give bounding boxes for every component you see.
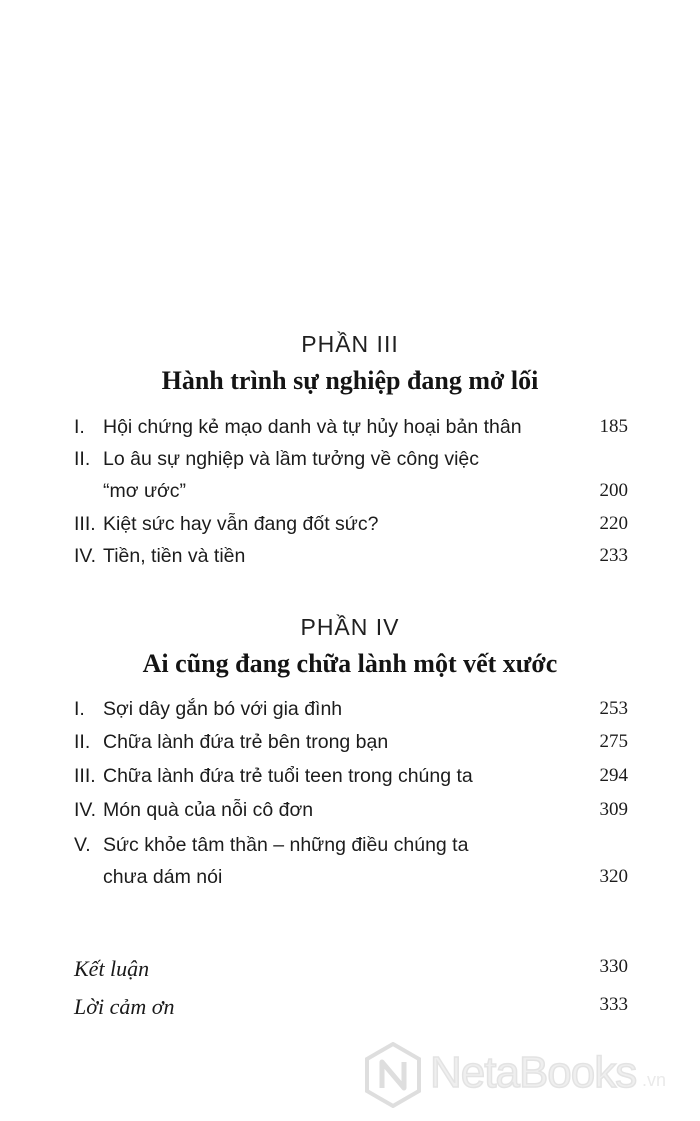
entry-number: II.: [74, 448, 91, 470]
netabooks-watermark: [364, 1040, 684, 1112]
entry-page: 309: [599, 799, 628, 820]
entry-number: III.: [74, 765, 96, 787]
entry-title-continued: “mơ ước”: [103, 480, 187, 502]
back-matter-title: Lời cảm ơn: [74, 994, 175, 1019]
part-3-title: Hành trình sự nghiệp đang mở lối: [161, 366, 539, 395]
entry-number: III.: [74, 513, 96, 535]
entry-page: 253: [599, 698, 628, 719]
entry-title: Tiền, tiền và tiền: [103, 545, 246, 567]
entry-title: Sợi dây gắn bó với gia đình: [103, 698, 343, 720]
toc-entry: [74, 698, 628, 728]
part-3-label: PHẦN III: [301, 331, 399, 357]
entry-title: Chữa lành đứa trẻ tuổi teen trong chúng ta: [103, 765, 473, 787]
entry-number: I.: [74, 416, 85, 438]
entry-title: Sức khỏe tâm thần – những điều chúng ta: [103, 834, 469, 856]
toc-entry: [74, 731, 628, 761]
entry-page: 320: [599, 866, 628, 887]
entry-title: Món quà của nỗi cô đơn: [103, 799, 314, 821]
entry-page: 220: [599, 513, 628, 534]
entry-title: Hội chứng kẻ mạo danh và tự hủy hoại bản thân: [103, 416, 522, 438]
entry-page: 294: [599, 765, 628, 786]
toc-entry: [74, 513, 628, 543]
entry-number: V.: [74, 834, 91, 856]
entry-title: Kiệt sức hay vẫn đang đốt sức?: [103, 513, 379, 535]
entry-title-continued: chưa dám nói: [103, 866, 223, 888]
toc-entry: [74, 416, 628, 446]
back-matter-page: 333: [599, 994, 628, 1015]
entry-number: I.: [74, 698, 85, 720]
watermark-text: NetaBooks: [430, 1048, 637, 1097]
part-4-title: Ai cũng đang chữa lành một vết xước: [142, 649, 558, 678]
entry-title: Lo âu sự nghiệp và lầm tưởng về công việc: [103, 448, 480, 470]
entry-number: IV.: [74, 545, 97, 567]
toc-entry: [74, 545, 628, 575]
entry-page: 275: [599, 731, 628, 752]
watermark-suffix: .vn: [642, 1070, 667, 1090]
back-matter-title: Kết luận: [74, 956, 150, 981]
entry-number: IV.: [74, 799, 97, 821]
entry-page: 185: [599, 416, 628, 437]
toc-entry: [74, 765, 628, 795]
entry-number: II.: [74, 731, 91, 753]
back-matter-entry: [74, 956, 628, 988]
entry-page: 233: [599, 545, 628, 566]
toc-entry: [74, 448, 628, 510]
part-4-label: PHẦN IV: [300, 614, 400, 640]
entry-title: Chữa lành đứa trẻ bên trong bạn: [103, 731, 389, 753]
back-matter-page: 330: [599, 956, 628, 977]
back-matter-entry: [74, 994, 628, 1026]
netabooks-logo-icon: [364, 1042, 422, 1108]
toc-entry: [74, 799, 628, 829]
entry-page: 200: [599, 480, 628, 501]
toc-entry: [74, 834, 628, 896]
